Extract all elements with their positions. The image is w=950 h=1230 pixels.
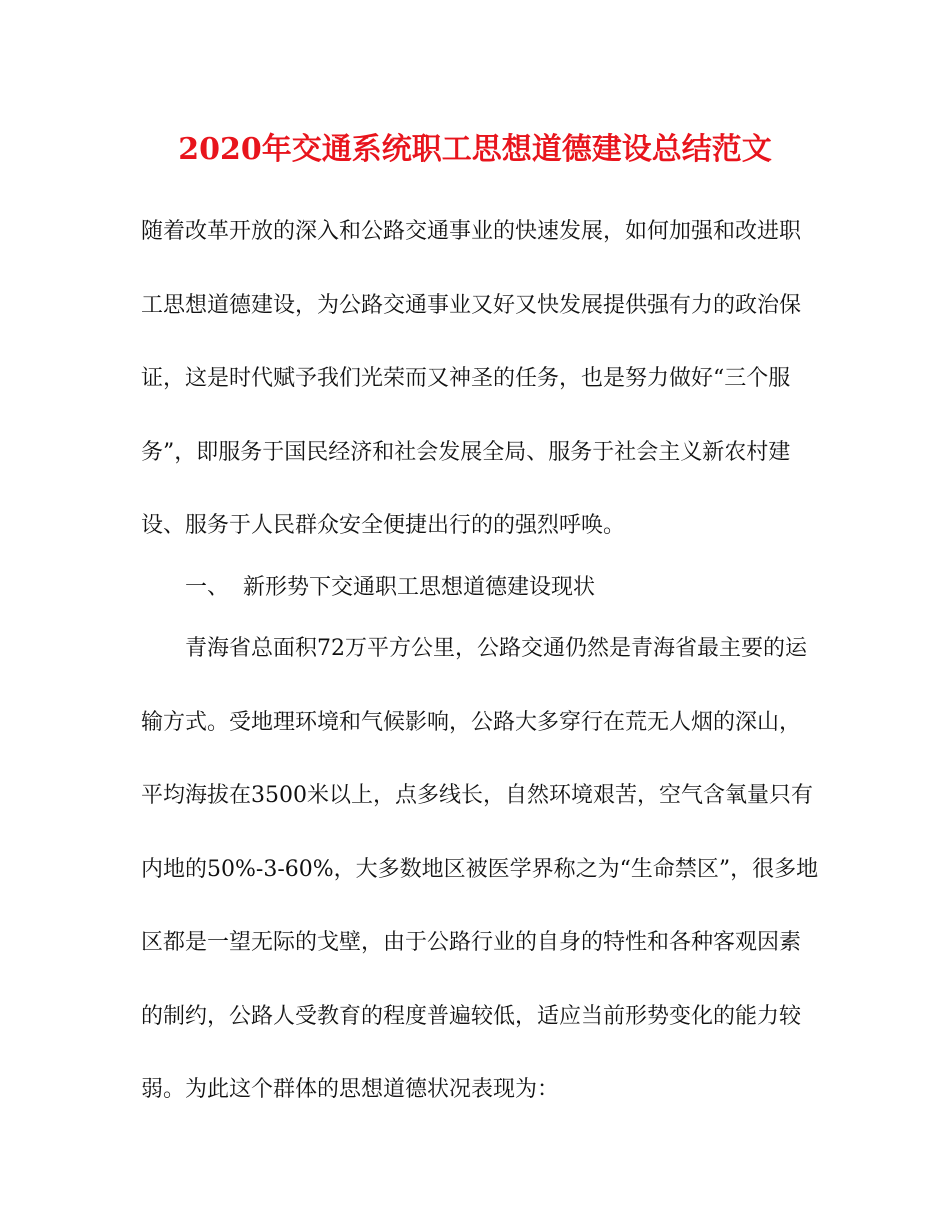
text-line: 证，这是时代赋予我们光荣而又神圣的任务，也是努力做好“三个服 xyxy=(141,366,791,391)
text-line: 内地的50%-3-60%，大多数地区被医学界称之为“生命禁区”，很多地 xyxy=(141,857,819,882)
text-line: 工思想道德建设，为公路交通事业又好又快发展提供强有力的政治保 xyxy=(141,293,802,318)
section-number: 一、 xyxy=(185,575,230,600)
section-heading-text: 新形势下交通职工思想道德建设现状 xyxy=(243,575,596,600)
text-line: 输方式。受地理环境和气候影响，公路大多穿行在荒无人烟的深山， xyxy=(141,710,802,735)
text-line: 设、服务于人民群众安全便捷出行的的强烈呼唤。 xyxy=(141,513,626,538)
text-line: 弱。为此这个群体的思想道德状况表现为： xyxy=(141,1077,560,1102)
text-line: 务”，即服务于国民经济和社会发展全局、服务于社会主义新农村建 xyxy=(141,440,791,465)
text-line: 青海省总面积72万平方公里，公路交通仍然是青海省最主要的运 xyxy=(185,636,807,661)
text-line: 区都是一望无际的戈壁，由于公路行业的自身的特性和各种客观因素 xyxy=(141,930,802,955)
text-line: 平均海拔在3500米以上，点多线长，自然环境艰苦，空气含氧量只有 xyxy=(141,783,813,808)
text-line: 的制约，公路人受教育的程度普遍较低，适应当前形势变化的能力较 xyxy=(141,1004,802,1029)
text-line: 随着改革开放的深入和公路交通事业的快速发展，如何加强和改进职 xyxy=(141,219,802,244)
document-title: 2020年交通系统职工思想道德建设总结范文 xyxy=(178,132,772,167)
section-heading xyxy=(185,573,595,603)
